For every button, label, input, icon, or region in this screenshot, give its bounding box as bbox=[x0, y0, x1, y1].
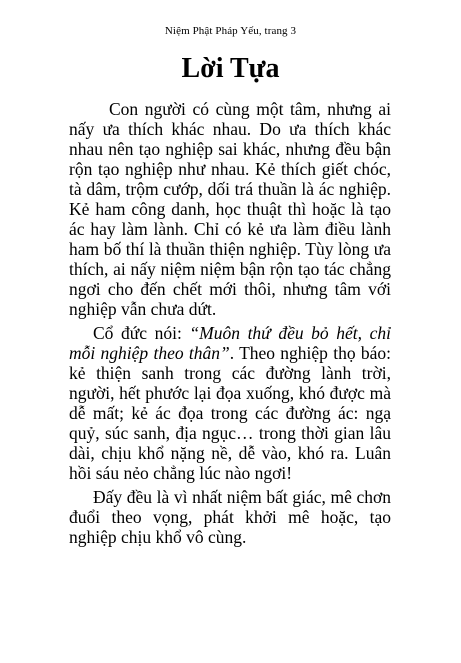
paragraph-1: Con người có cùng một tâm, nhưng ai nấy ưa thích khác nhau. Do ưa thích khác nhau nên tạo nghiệp sai khác, nhưng đều bận rộn tạo nghiệp như nhau. Kẻ thích giết chóc, tà dâm, trộm cướp, dối trá thuần là ác nghiệp. Kẻ ham công danh, học thuật thì hoặc là tạo ác hay làm lành. Chỉ có kẻ ưa làm điều lành ham bố thí là thuần thiện nghiệp. Tùy lòng ưa thích, ai nấy niệm niệm bận rộn tạo tác chẳng ngơi cho đến chết mới thôi, nhưng tâm với nghiệp vẫn chưa dứt. bbox=[69, 99, 391, 319]
paragraph-2 bbox=[69, 323, 391, 483]
running-header: Niệm Phật Pháp Yếu, trang 3 bbox=[164, 25, 297, 37]
paragraph-2-rest: . Theo nghiệp thọ báo: kẻ thiện sanh trong các đường lành trời, người, hết phước lại đọa xuống, khó được mà dễ mất; kẻ ác đọa trong các đường ác: ngạ quỷ, súc sanh, địa ngục… trong thời gian lâu dài, chịu khổ nặng nề, dễ vào, khó ra. Luân hồi sáu nẻo chẳng lúc nào ngơi! bbox=[69, 343, 391, 483]
body-text bbox=[69, 99, 391, 551]
paragraph-3: Đấy đều là vì nhất niệm bất giác, mê chơn đuổi theo vọng, phát khởi mê hoặc, tạo nghiệp chịu khổ vô cùng. bbox=[69, 487, 391, 547]
chapter-title: Lời Tựa bbox=[181, 53, 280, 84]
paragraph-2-quote: “Muôn thứ đều bỏ hết, chỉ mỗi nghiệp theo thân” bbox=[69, 323, 391, 363]
paragraph-2-lead: Cổ đức nói: bbox=[93, 323, 190, 343]
